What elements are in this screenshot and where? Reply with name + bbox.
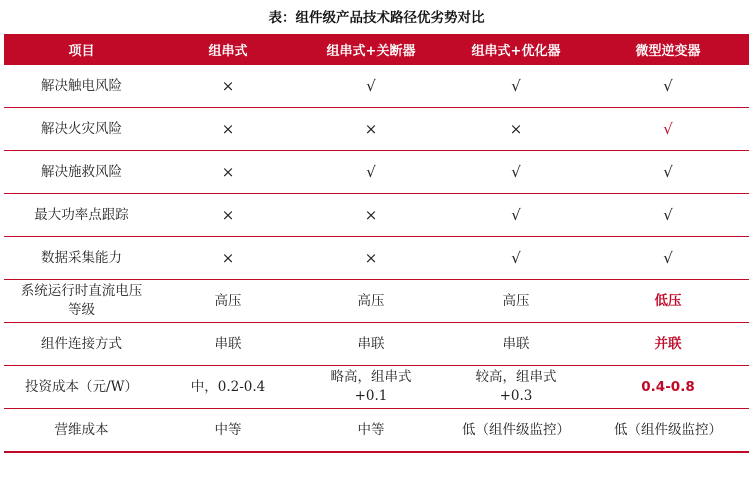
cell-mark-highlight: √ bbox=[587, 108, 749, 151]
cell-value: 串联 bbox=[297, 323, 445, 366]
cell-mark: √ bbox=[587, 65, 749, 108]
cell-mark: √ bbox=[587, 151, 749, 194]
row-label: 解决施救风险 bbox=[4, 151, 159, 194]
table-row bbox=[4, 323, 749, 366]
header-micro-inverter: 微型逆变器 bbox=[587, 34, 749, 65]
header-string: 组串式 bbox=[159, 34, 297, 65]
cell-mark: × bbox=[159, 65, 297, 108]
cell-mark: √ bbox=[445, 65, 587, 108]
cell-value: 中，0.2-0.4 bbox=[159, 366, 297, 409]
cell-mark: × bbox=[445, 108, 587, 151]
table-row bbox=[4, 151, 749, 194]
cell-mark: √ bbox=[445, 237, 587, 280]
row-label: 解决火灾风险 bbox=[4, 108, 159, 151]
row-label: 最大功率点跟踪 bbox=[4, 194, 159, 237]
cell-mark: √ bbox=[587, 194, 749, 237]
row-label: 组件连接方式 bbox=[4, 323, 159, 366]
cell-mark: √ bbox=[445, 151, 587, 194]
cell-value-highlight: 低压 bbox=[587, 280, 749, 323]
row-label: 系统运行时直流电压等级 bbox=[4, 280, 159, 323]
cell-mark: × bbox=[159, 151, 297, 194]
table-row bbox=[4, 194, 749, 237]
table-row bbox=[4, 65, 749, 108]
cell-value: 中等 bbox=[159, 409, 297, 453]
cell-value: 高压 bbox=[445, 280, 587, 323]
comparison-table bbox=[4, 34, 749, 453]
table-row bbox=[4, 366, 749, 409]
cell-value: 中等 bbox=[297, 409, 445, 453]
cell-value: 串联 bbox=[445, 323, 587, 366]
cell-mark: √ bbox=[297, 151, 445, 194]
table-title: 表：组件级产品技术路径优劣势对比 bbox=[268, 10, 485, 26]
cell-value: 较高，组串式+0.3 bbox=[445, 366, 587, 409]
cell-mark: × bbox=[297, 237, 445, 280]
cell-value: 低（组件级监控） bbox=[587, 409, 749, 453]
cell-mark: √ bbox=[297, 65, 445, 108]
row-label: 投资成本（元/W） bbox=[4, 366, 159, 409]
row-label: 数据采集能力 bbox=[4, 237, 159, 280]
table-row bbox=[4, 409, 749, 453]
cell-mark: × bbox=[297, 194, 445, 237]
table-row bbox=[4, 237, 749, 280]
cell-value-highlight: 0.4-0.8 bbox=[587, 366, 749, 409]
row-label: 解决触电风险 bbox=[4, 65, 159, 108]
cell-mark: × bbox=[159, 237, 297, 280]
cell-value: 高压 bbox=[159, 280, 297, 323]
table-row bbox=[4, 108, 749, 151]
header-string-optimizer: 组串式+优化器 bbox=[445, 34, 587, 65]
table-row bbox=[4, 280, 749, 323]
cell-value: 高压 bbox=[297, 280, 445, 323]
cell-mark: × bbox=[297, 108, 445, 151]
header-item: 项目 bbox=[4, 34, 159, 65]
header-row bbox=[4, 34, 749, 65]
cell-mark: × bbox=[159, 194, 297, 237]
cell-mark: × bbox=[159, 108, 297, 151]
cell-mark: √ bbox=[445, 194, 587, 237]
cell-value: 低（组件级监控） bbox=[445, 409, 587, 453]
cell-value: 串联 bbox=[159, 323, 297, 366]
cell-value-highlight: 并联 bbox=[587, 323, 749, 366]
cell-value: 略高，组串式+0.1 bbox=[297, 366, 445, 409]
header-string-shutdown: 组串式+关断器 bbox=[297, 34, 445, 65]
row-label: 营维成本 bbox=[4, 409, 159, 453]
cell-mark: √ bbox=[587, 237, 749, 280]
